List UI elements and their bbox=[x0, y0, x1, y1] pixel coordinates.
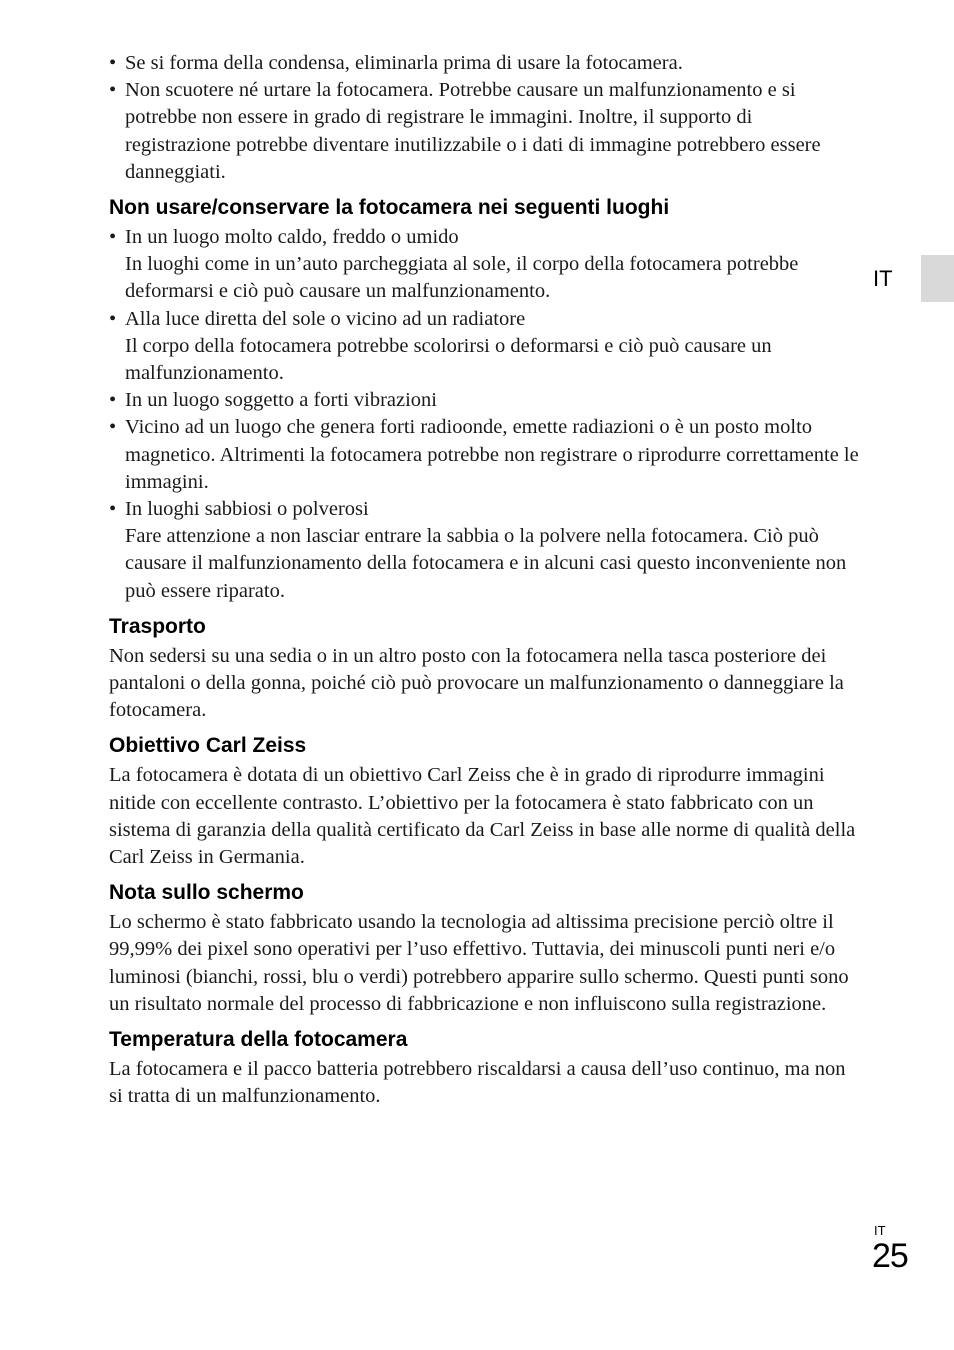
bullet-subtext: Fare attenzione a non lasciar entrare la sabbia o la polvere nella fotocamera. Ciò può causare il malfunzionamento della fotocamera e in alcuni casi questo inconveniente non può essere riparato. bbox=[125, 525, 847, 602]
list-item bbox=[109, 414, 861, 496]
list-item bbox=[109, 50, 861, 77]
page-content bbox=[109, 50, 861, 1111]
section-body-screen: Lo schermo è stato fabbricato usando la tecnologia ad altissima precisione perciò oltre il 99,99% dei pixel sono operativi per l’uso effettivo. Tuttavia, dei minuscoli punti neri e/o luminosi (bianchi, rossi, blu o verdi) potrebbero apparire sullo schermo. Questi punti sono un risultato normale del processo di fabbricazione e non influiscono sulla registrazione. bbox=[109, 911, 849, 1015]
section-heading-transport: Trasporto bbox=[109, 614, 206, 638]
section-heading-locations: Non usare/conservare la fotocamera nei seguenti luoghi bbox=[109, 196, 670, 220]
section-heading-lens: Obiettivo Carl Zeiss bbox=[109, 734, 307, 758]
bullet-text: • In un luogo molto caldo, freddo o umido bbox=[125, 226, 459, 249]
list-item bbox=[109, 306, 861, 388]
list-item bbox=[109, 77, 861, 186]
intro-bullet-list bbox=[109, 50, 861, 186]
section-body-temperature: La fotocamera e il pacco batteria potrebbero riscaldarsi a causa dell’uso continuo, ma non si tratta di un malfunzionamento. bbox=[109, 1058, 846, 1108]
locations-bullet-list bbox=[109, 224, 861, 605]
bullet-text: • Se si forma della condensa, eliminarla prima di usare la fotocamera. bbox=[125, 52, 683, 74]
page-language-label: IT bbox=[874, 1223, 886, 1238]
bullet-text: • Non scuotere né urtare la fotocamera. Potrebbe causare un malfunzionamento e si potrebbe non essere in grado di registrare le immagini. Inoltre, il supporto di registrazione potrebbe diventare inutilizzabile o i dati di immagine potrebbero essere danneggiati. bbox=[125, 79, 821, 183]
bullet-text: • In luoghi sabbiosi o polverosi bbox=[125, 498, 369, 521]
bullet-text: • Vicino ad un luogo che genera forti radioonde, emette radiazioni o è un posto molto magnetico. Altrimenti la fotocamera potrebbe non registrare o riprodurre correttamente le immagini. bbox=[125, 416, 859, 493]
bullet-text: • Alla luce diretta del sole o vicino ad un radiatore bbox=[125, 307, 526, 330]
list-item bbox=[109, 387, 861, 414]
side-tab-label: IT bbox=[873, 266, 893, 291]
page-number: 25 bbox=[872, 1237, 908, 1275]
bullet-text: • In un luogo soggetto a forti vibrazioni bbox=[125, 389, 437, 412]
list-item bbox=[109, 224, 861, 306]
section-body-lens: La fotocamera è dotata di un obiettivo Carl Zeiss che è in grado di riprodurre immagini nitide con eccellente contrasto. L’obiettivo per la fotocamera è stato fabbricato con un sistema di garanzia della qualità certificato da Carl Zeiss in base alle norme di qualità della Carl Zeiss in Germania. bbox=[109, 764, 856, 869]
side-tab-marker bbox=[921, 255, 954, 302]
bullet-subtext: In luoghi come in un’auto parcheggiata al sole, il corpo della fotocamera potrebbe deformarsi e ciò può causare un malfunzionamento. bbox=[125, 253, 799, 303]
section-body-transport: Non sedersi su una sedia o in un altro posto con la fotocamera nella tasca posteriore dei pantaloni o della gonna, poiché ciò può provocare un malfunzionamento o danneggiare la fotocamera. bbox=[109, 644, 844, 722]
section-heading-screen: Nota sullo schermo bbox=[109, 881, 304, 905]
section-heading-temperature: Temperatura della fotocamera bbox=[109, 1028, 408, 1052]
bullet-subtext: Il corpo della fotocamera potrebbe scolorirsi o deformarsi e ciò può causare un malfunzionamento. bbox=[125, 334, 772, 385]
list-item bbox=[109, 496, 861, 605]
